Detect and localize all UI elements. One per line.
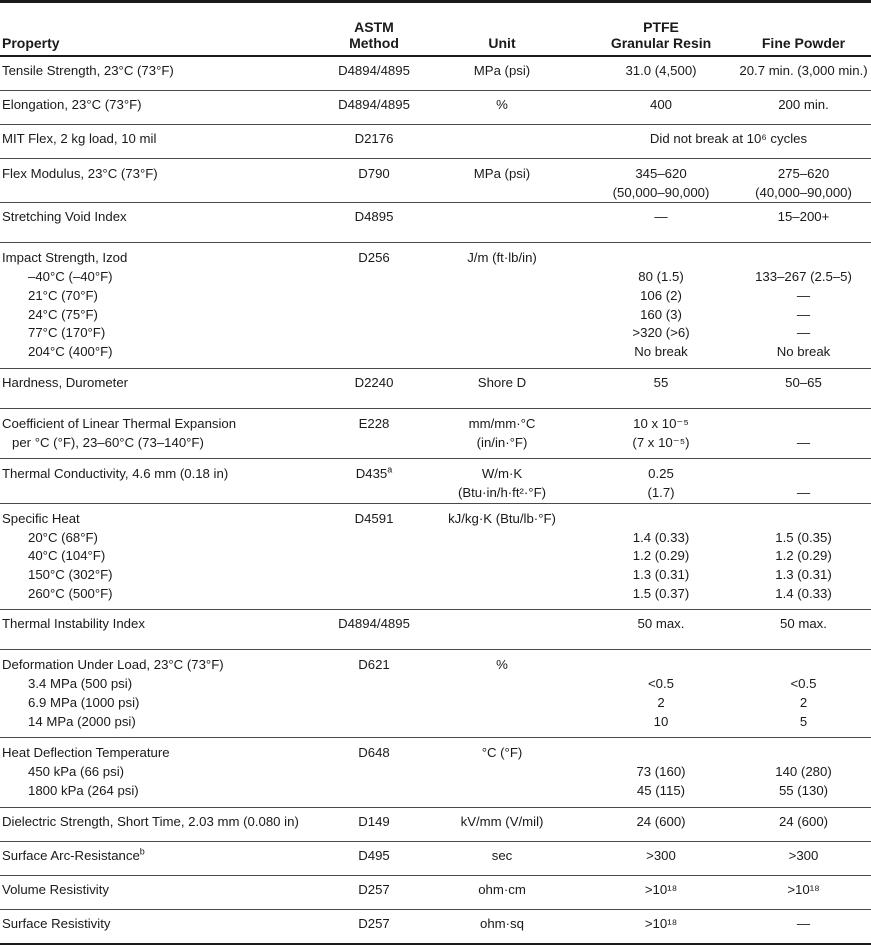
subrow-fine-value: 1.3 (0.31)	[775, 567, 832, 583]
row-astm: E228	[358, 415, 390, 431]
unit-line1: W/m·K	[481, 466, 523, 482]
row-astm: D790	[358, 166, 390, 181]
subrow-granular-value: 2	[657, 694, 665, 710]
row-unit: J/m (ft·lb/in)	[467, 250, 537, 266]
subrow-granular-value: 106 (2)	[640, 287, 682, 303]
row-property	[0, 650, 330, 738]
row-granular-value: 24 (600)	[636, 813, 686, 829]
unit-line2: (in/in·°F)	[476, 434, 528, 450]
column-header-property	[0, 2, 330, 57]
subrow-granular-value: <0.5	[647, 676, 675, 692]
row-fine-value	[736, 738, 871, 807]
row-granular-value: 55	[653, 374, 669, 390]
row-astm: D621	[358, 657, 390, 673]
granular-line1: 10 x 10⁻⁵	[633, 415, 689, 431]
astm-code: D435	[355, 466, 388, 482]
subrow-fine-value: 5	[799, 713, 808, 729]
row-astm: D256	[358, 250, 390, 266]
row-fine-value: >10¹⁸	[787, 881, 820, 897]
subrow-fine-value: <0.5	[790, 676, 817, 692]
row-property: Volume Resistivity	[2, 881, 109, 897]
subrow-label: 20°C (68°F)	[28, 529, 98, 545]
row-unit: ohm·sq	[480, 915, 524, 931]
row-fine-value: 24 (600)	[778, 813, 829, 829]
row-fine-value: 15–200+	[777, 209, 830, 225]
subrow-fine-value: —	[796, 325, 811, 341]
row-astm: D4895	[354, 209, 394, 225]
row-property: MIT Flex, 2 kg load, 10 mil	[2, 131, 157, 146]
row-fine-value	[736, 650, 871, 738]
subrow-label: 14 MPa (2000 psi)	[28, 713, 136, 729]
row-property	[0, 503, 330, 610]
table-row-group	[0, 738, 871, 807]
group-title: Deformation Under Load, 23°C (73°F)	[2, 657, 224, 673]
subrow-fine-value: —	[796, 306, 811, 322]
subrow-granular-value: 80 (1.5)	[638, 269, 684, 285]
subrow-fine-value: 1.5 (0.35)	[775, 529, 832, 545]
row-unit: %	[496, 657, 508, 673]
row-granular-value	[586, 503, 736, 610]
subrow-label: 450 kPa (66 psi)	[28, 764, 125, 780]
subrow-granular-value: 1.5 (0.37)	[632, 585, 690, 601]
row-property	[0, 738, 330, 807]
row-unit: sec	[491, 847, 513, 863]
fine-value: —	[796, 434, 811, 450]
row-granular-value: —	[654, 209, 668, 225]
footnote-marker-a: a	[387, 464, 393, 475]
header-fine-powder-label: Fine Powder	[761, 35, 846, 52]
row-unit: Shore D	[477, 374, 527, 390]
row-fine-value	[736, 459, 871, 503]
group-title: Impact Strength, Izod	[2, 250, 128, 266]
table-row	[0, 56, 871, 91]
subrow-granular-value: 10	[653, 713, 669, 729]
row-granular-value: >10¹⁸	[644, 881, 678, 897]
row-fine-value	[736, 408, 871, 458]
row-granular-value	[586, 738, 736, 807]
column-header-unit	[418, 2, 586, 57]
row-property	[0, 243, 330, 368]
row-astm: D257	[358, 915, 390, 931]
header-granular-line2: Granular Resin	[610, 35, 712, 52]
column-header-granular-resin	[586, 2, 736, 57]
row-property: Hardness, Durometer	[2, 374, 129, 390]
table-row	[0, 807, 871, 841]
row-astm: D495	[358, 847, 390, 863]
row-property	[0, 841, 330, 875]
header-unit-label: Unit	[488, 35, 516, 52]
subrow-fine-value: No break	[776, 344, 831, 360]
row-fine-value: 200 min.	[778, 97, 829, 112]
row-property: Dielectric Strength, Short Time, 2.03 mm (0.080 in)	[2, 813, 299, 829]
subrow-granular-value: >320 (>6)	[632, 325, 690, 341]
group-title: Heat Deflection Temperature	[2, 745, 170, 761]
granular-line2: (7 x 10⁻⁵)	[632, 434, 690, 450]
subrow-label: 40°C (104°F)	[28, 548, 106, 564]
footnote-marker-b: b	[139, 846, 145, 857]
subrow-label: 260°C (500°F)	[28, 585, 113, 601]
row-unit: MPa (psi)	[473, 63, 531, 78]
row-spanned-value: Did not break at 10⁶ cycles	[649, 131, 808, 146]
row-granular-value: >300	[646, 847, 676, 863]
subrow-label: 150°C (302°F)	[28, 567, 113, 583]
subrow-granular-value: 1.2 (0.29)	[632, 548, 690, 564]
table-row	[0, 159, 871, 203]
row-unit: kV/mm (V/mil)	[460, 813, 544, 829]
subrow-granular-value: 160 (3)	[640, 306, 682, 322]
subrow-granular-value: 1.4 (0.33)	[632, 529, 690, 545]
subrow-fine-value: —	[796, 287, 811, 303]
row-unit	[418, 203, 586, 243]
table-row	[0, 91, 871, 125]
header-granular-line1: PTFE	[643, 18, 679, 35]
column-header-astm-method	[330, 2, 418, 57]
subrow-label: 77°C (170°F)	[28, 325, 106, 341]
table-row	[0, 909, 871, 944]
row-unit: %	[496, 97, 508, 112]
subrow-granular-value: 73 (160)	[636, 764, 686, 780]
row-unit: °C (°F)	[481, 745, 523, 761]
table-row-group	[0, 650, 871, 738]
header-property-label: Property	[2, 35, 60, 52]
subrow-fine-value: 2	[799, 694, 808, 710]
property-label: Surface Arc-Resistance	[2, 847, 140, 863]
subrow-label: 1800 kPa (264 psi)	[28, 782, 139, 798]
row-astm: D4591	[354, 510, 394, 526]
row-unit	[418, 610, 586, 650]
row-unit: ohm·cm	[478, 881, 526, 897]
row-property: Elongation, 23°C (73°F)	[2, 97, 142, 112]
row-fine-value: —	[796, 915, 811, 931]
property-line2: per °C (°F), 23–60°C (73–140°F)	[12, 434, 204, 450]
table-row	[0, 125, 871, 159]
subrow-fine-value: 140 (280)	[775, 764, 832, 780]
subrow-fine-value: 1.4 (0.33)	[775, 585, 832, 601]
table-row-group	[0, 503, 871, 610]
subrow-label: 21°C (70°F)	[28, 287, 98, 303]
row-granular-value	[586, 159, 736, 203]
row-fine-value: >300	[788, 847, 819, 863]
subrow-granular-value: 45 (115)	[636, 782, 686, 798]
subrow-label: 6.9 MPa (1000 psi)	[28, 694, 140, 710]
row-granular-value	[586, 650, 736, 738]
row-granular-value	[586, 459, 736, 503]
fine-value: —	[796, 485, 811, 501]
row-property: Thermal Instability Index	[2, 616, 145, 632]
row-property	[0, 408, 330, 458]
unit-line1: mm/mm·°C	[468, 415, 536, 431]
subrow-granular-value: 1.3 (0.31)	[632, 567, 690, 583]
row-fine-value: 50 max.	[780, 616, 827, 632]
row-fine-value: 20.7 min. (3,000 min.)	[739, 63, 868, 78]
row-unit: kJ/kg·K (Btu/lb·°F)	[448, 510, 556, 526]
row-astm: D2176	[354, 131, 394, 146]
granular-line2: (1.7)	[647, 485, 675, 501]
header-astm-line1: ASTM	[354, 18, 394, 35]
subrow-label: 3.4 MPa (500 psi)	[28, 676, 133, 692]
row-astm	[330, 459, 418, 503]
table-row	[0, 368, 871, 408]
row-fine-value: 50–65	[785, 374, 822, 390]
row-property: Stretching Void Index	[2, 209, 127, 225]
row-unit	[418, 459, 586, 503]
row-astm: D4894/4895	[338, 97, 410, 112]
row-unit	[418, 408, 586, 458]
row-astm: D257	[358, 881, 390, 897]
group-title: Specific Heat	[2, 510, 80, 526]
table-row	[0, 203, 871, 243]
row-granular-value: 50 max.	[637, 616, 685, 632]
row-granular-value: 400	[649, 97, 672, 112]
subrow-fine-value: 1.2 (0.29)	[775, 548, 832, 564]
table-header	[0, 2, 871, 57]
table-row-group	[0, 243, 871, 368]
row-property: Surface Resistivity	[2, 915, 111, 931]
row-property: Tensile Strength, 23°C (73°F)	[2, 63, 174, 78]
fine-line2: (40,000–90,000)	[755, 184, 852, 200]
row-astm: D648	[358, 745, 390, 761]
subrow-fine-value: 133–267 (2.5–5)	[755, 269, 852, 285]
property-line1: Coefficient of Linear Thermal Expansion	[2, 415, 237, 431]
row-fine-value	[736, 503, 871, 610]
table-row	[0, 610, 871, 650]
row-fine-value	[736, 243, 871, 368]
row-granular-value: 31.0 (4,500)	[625, 63, 697, 78]
subrow-label: 204°C (400°F)	[28, 344, 113, 360]
table-row	[0, 408, 871, 458]
row-property: Thermal Conductivity, 4.6 mm (0.18 in)	[2, 466, 229, 482]
row-astm: D149	[358, 813, 390, 829]
table-row	[0, 841, 871, 875]
granular-line1: 0.25	[648, 466, 674, 482]
row-granular-value	[586, 408, 736, 458]
granular-line1: 345–620	[635, 166, 687, 181]
row-astm: D4894/4895	[338, 616, 410, 632]
header-astm-line2: Method	[349, 35, 399, 52]
subrow-label: –40°C (–40°F)	[28, 269, 113, 285]
table-body	[0, 56, 871, 944]
row-granular-value	[586, 243, 736, 368]
unit-line2: (Btu·in/h·ft²·°F)	[457, 485, 547, 501]
row-granular-value: >10¹⁸	[644, 915, 678, 931]
row-property: Flex Modulus, 23°C (73°F)	[2, 166, 158, 181]
row-unit: MPa (psi)	[473, 166, 531, 181]
subrow-fine-value: 55 (130)	[778, 782, 829, 798]
subrow-granular-value: No break	[634, 344, 688, 360]
row-astm: D4894/4895	[338, 63, 410, 78]
subrow-label: 24°C (75°F)	[28, 306, 98, 322]
row-astm: D2240	[354, 374, 394, 390]
row-fine-value	[736, 159, 871, 203]
table-row	[0, 459, 871, 503]
row-unit	[418, 125, 586, 159]
column-header-fine-powder	[736, 2, 871, 57]
granular-line2: (50,000–90,000)	[612, 184, 710, 200]
table-row	[0, 875, 871, 909]
fine-line1: 275–620	[777, 166, 830, 181]
